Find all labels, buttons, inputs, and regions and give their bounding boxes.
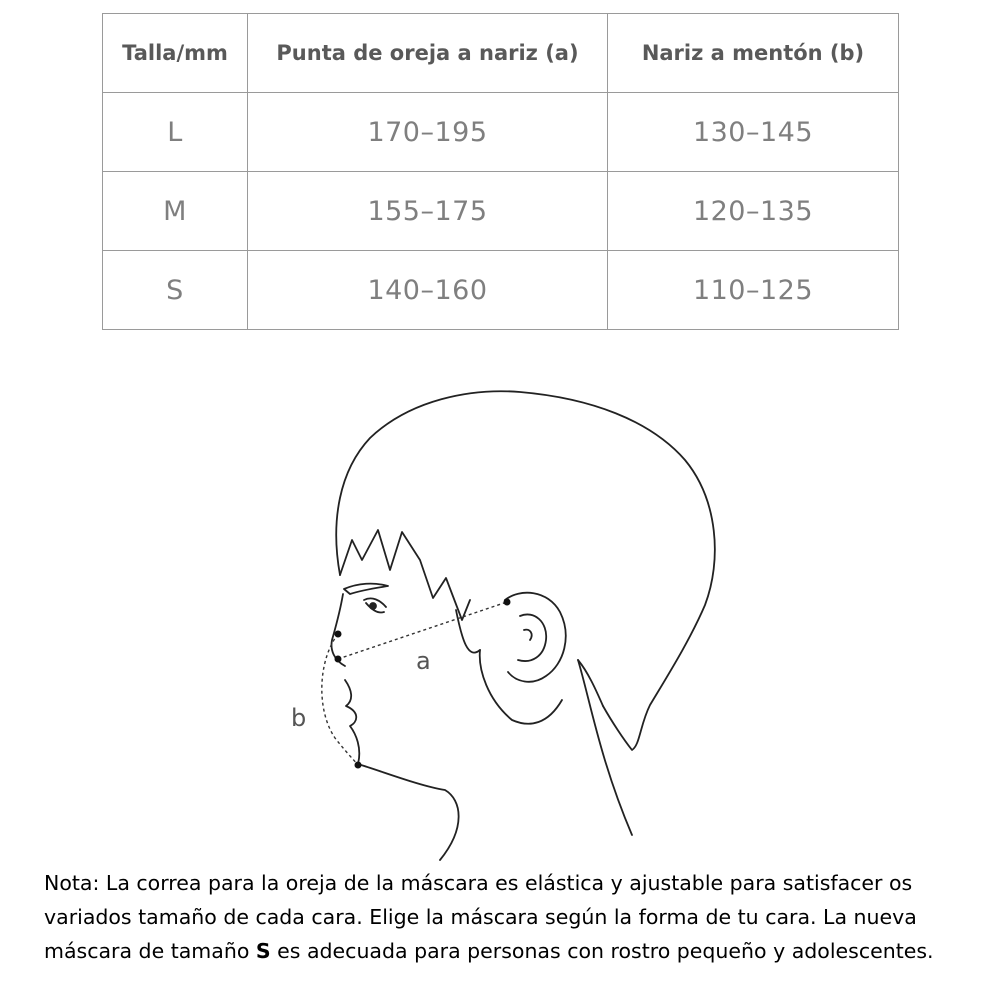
eyebrow: [344, 584, 388, 594]
face-measurement-diagram: [0, 330, 1000, 870]
neck-back: [578, 660, 632, 835]
point-ear: [504, 599, 511, 606]
measurement-line-b: [322, 634, 358, 765]
size-cell: S: [103, 251, 248, 330]
note-text-end: es adecuada para personas con rostro pequeño y adolescentes.: [270, 939, 934, 963]
size-cell: L: [103, 93, 248, 172]
hair-fringe: [340, 530, 470, 620]
table-row: [103, 251, 899, 330]
ear-to-nose-cell: 140–160: [248, 251, 608, 330]
table-row: [103, 93, 899, 172]
hair-back: [578, 660, 603, 706]
hair-outline: [336, 391, 715, 750]
point-chin: [355, 762, 362, 769]
ear-to-nose-cell: 155–175: [248, 172, 608, 251]
size-table: [102, 13, 899, 330]
label-a: a: [416, 647, 431, 675]
mouth-chin: [345, 680, 359, 764]
nose-outline: [332, 594, 345, 666]
nose-to-chin-cell: 130–145: [608, 93, 899, 172]
eye-pupil: [370, 603, 376, 609]
size-cell: M: [103, 172, 248, 251]
temple-line: [456, 610, 480, 653]
header-nose-to-chin: Nariz a mentón (b): [608, 14, 899, 93]
nose-to-chin-cell: 110–125: [608, 251, 899, 330]
point-nose-tip: [335, 656, 342, 663]
ear-to-nose-cell: 170–195: [248, 93, 608, 172]
note-bold-size: S: [255, 939, 271, 963]
table-row: [103, 172, 899, 251]
note-text: Nota: La correa para la oreja de la máscara es elástica y ajustable para satisfacer os variados tamaño de cada cara. Elige la máscara según la forma de tu cara. La nueva máscara de tamaño: [44, 871, 917, 963]
table-header-row: [103, 14, 899, 93]
point-nose-top: [335, 631, 342, 638]
nose-to-chin-cell: 120–135: [608, 172, 899, 251]
ear-inner: [518, 614, 546, 661]
header-ear-to-nose: Punta de oreja a nariz (a): [248, 14, 608, 93]
label-b: b: [291, 704, 307, 732]
ear-outline: [505, 593, 566, 682]
jaw-neck: [358, 764, 459, 860]
note-paragraph: [44, 866, 984, 968]
header-size: Talla/mm: [103, 14, 248, 93]
